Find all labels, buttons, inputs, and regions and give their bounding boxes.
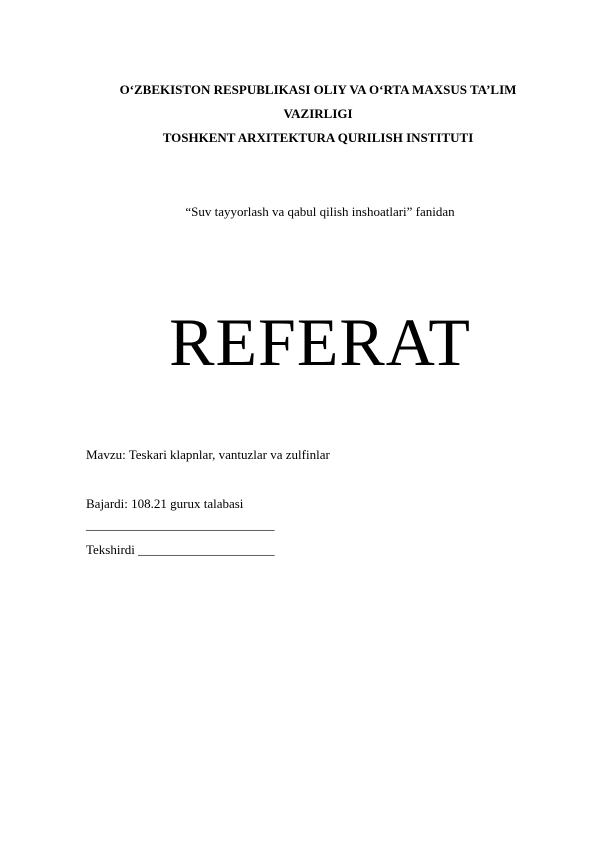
institute-heading: TOSHKENT ARXITEKTURA QURILISH INSTITUTI [162,130,474,145]
ministry-heading-line2: VAZIRLIGI [283,106,353,121]
performed-by-blank: _____________________________ [86,517,275,532]
checked-by-field: Tekshirdi _____________________ [86,542,275,557]
ministry-heading-line1: O‘ZBEKISTON RESPUBLIKASI OLIY VA O‘RTA MAXSUS TA’LIM [119,82,517,97]
topic-field: Mavzu: Teskari klapnlar, vantuzlar va zulfinlar [86,447,330,462]
performed-by-field: Bajardi: 108.21 gurux talabasi [86,496,244,511]
document-title: REFERAT [169,304,471,380]
subject-line: “Suv tayyorlash va qabul qilish inshoatlari” fanidan [185,204,455,219]
